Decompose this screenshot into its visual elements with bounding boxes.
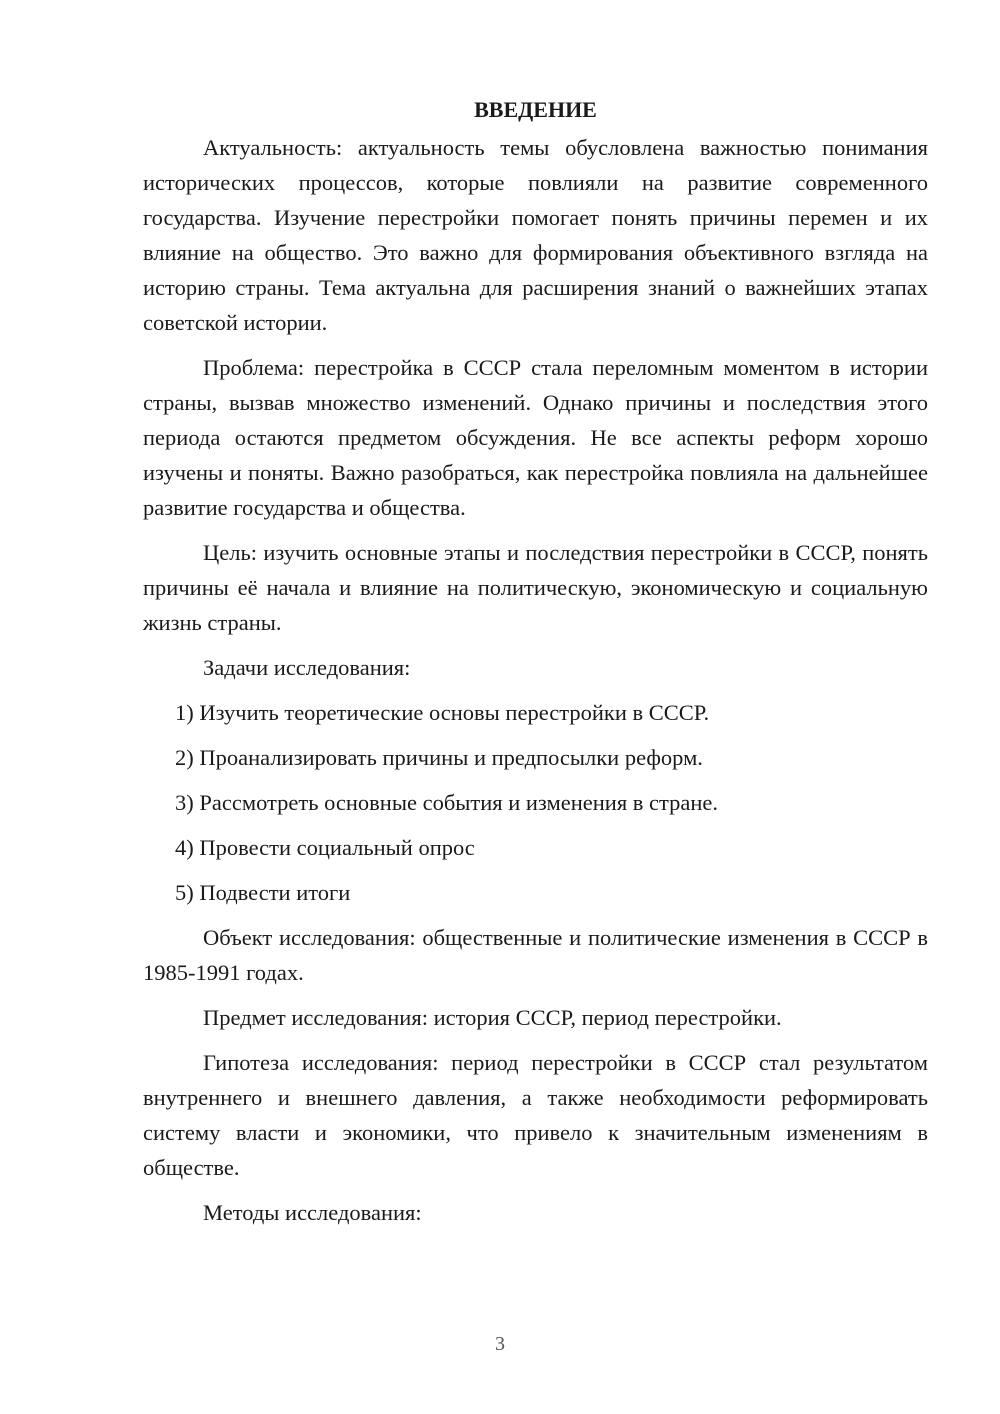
- paragraph-hypothesis: Гипотеза исследования: период перестройки в СССР стал результатом внутреннего и внешнего давления, а также необходимости реформировать систему власти и экономики, что привело к значительным изменениям в обществе.: [143, 1050, 928, 1180]
- methods-title: Методы исследования:: [203, 1200, 422, 1225]
- paragraph-goal: Цель: изучить основные этапы и последствия перестройки в СССР, понять причины её начала и влияние на политическую, экономическую и социальную жизнь страны.: [143, 540, 928, 635]
- page-number: 3: [495, 1333, 505, 1355]
- section-heading: ВВЕДЕНИЕ: [474, 97, 597, 122]
- paragraph-relevance: Актуальность: актуальность темы обусловлена важностью понимания исторических процессов, которые повлияли на развитие современного государства. Изучение перестройки помогает понять причины перемен и их влияние на общество. Это важно для формирования объективного взгляда на историю страны. Тема актуальна для расширения знаний о важнейших этапах советской истории.: [143, 135, 928, 335]
- paragraph-object: Объект исследования: общественные и политические изменения в СССР в 1985-1991 годах.: [143, 925, 928, 985]
- tasks-list: [143, 695, 928, 910]
- paragraph-subject: Предмет исследования: история СССР, период перестройки.: [203, 1005, 782, 1030]
- paragraph-problem: Проблема: перестройка в СССР стала переломным моментом в истории страны, вызвав множество изменений. Однако причины и последствия этого периода остаются предметом обсуждения. Не все аспекты реформ хорошо изучены и поняты. Важно разобраться, как перестройка повлияла на дальнейшее развитие государства и общества.: [143, 355, 928, 520]
- list-item: 2) Проанализировать причины и предпосылки реформ.: [175, 745, 703, 770]
- list-item: 5) Подвести итоги: [175, 880, 351, 905]
- tasks-title: Задачи исследования:: [203, 655, 411, 680]
- document-page: [143, 90, 928, 1230]
- list-item: 1) Изучить теоретические основы перестройки в СССР.: [175, 700, 710, 725]
- list-item: 3) Рассмотреть основные события и изменения в стране.: [175, 790, 719, 815]
- list-item: 4) Провести социальный опрос: [175, 835, 475, 860]
